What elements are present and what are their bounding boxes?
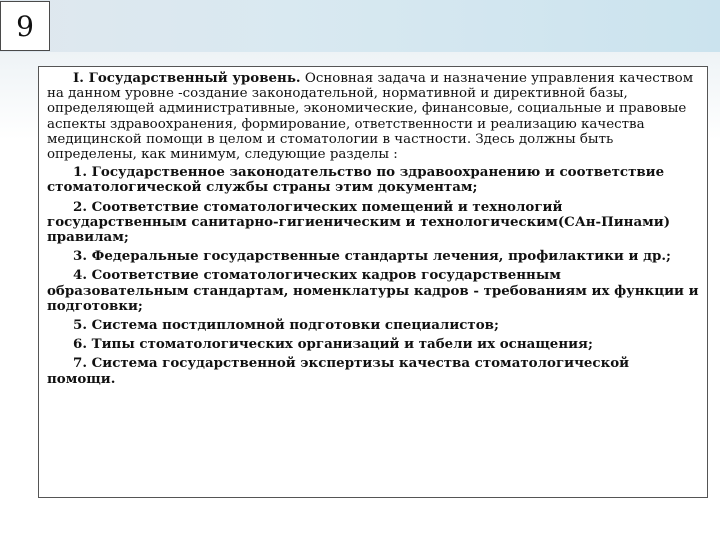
list-item: 5. Система постдипломной подготовки специалистов; [73,317,499,334]
slide-number: 9 [0,1,50,51]
list-item: 4. Соответствие стоматологических кадров государственным образовательным стандартам, номенклатуры кадров - требованиям их функции и подготовки; [47,267,699,314]
intro-text: Основная задача и назначение управления качеством на данном уровне -создание законодательной, нормативной и директивной базы, определяющей административные, экономические, финансовые, социальные и правовые аспекты здравоохранения, формирование, ответственности и реализацию качества медицинской помощи в целом и стоматологии в частности. Здесь должны быть определены, как минимум, следующие разделы : [47,71,694,163]
intro-heading: I. Государственный уровень. [73,70,301,86]
header-band [0,0,720,52]
list-item: 2. Соответствие стоматологических помещений и технологий государственным санитарно-гигиеническим и технологическим(САн-Пинами) правилам; [47,198,671,246]
list-item: 1. Государственное законодательство по здравоохранению и соответствие стоматологической службы страны этим документам; [47,164,665,196]
intro-paragraph [47,71,699,162]
list-item: 3. Федеральные государственные стандарты лечения, профилактики и др.; [73,248,671,265]
list-item: 6. Типы стоматологических организаций и табели их оснащения; [73,336,593,353]
content-box [38,66,708,498]
list-item: 7. Система государственной экспертизы качества стоматологической помощи. [47,355,630,387]
